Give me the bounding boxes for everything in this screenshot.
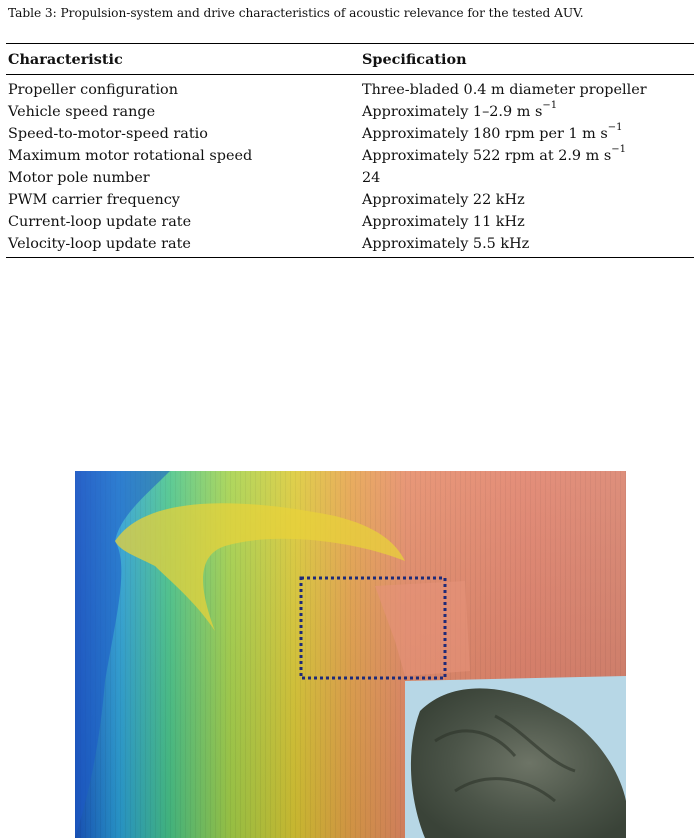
specification-cell	[360, 145, 694, 167]
specification-text: Approximately 22 kHz	[362, 192, 525, 208]
specification-cell	[360, 189, 694, 211]
table-row	[6, 167, 694, 189]
specification-text: Approximately 5.5 kHz	[362, 236, 530, 252]
specification-cell	[360, 211, 694, 233]
specification-cell	[360, 123, 694, 145]
characteristic-cell: Motor pole number	[8, 170, 150, 186]
specification-cell	[360, 233, 694, 258]
bathymetry-map-figure	[75, 471, 626, 838]
table-row	[6, 189, 694, 211]
bathymetry-map	[75, 471, 626, 838]
table-row	[6, 123, 694, 145]
table-header-row	[6, 44, 694, 75]
specification-cell	[360, 167, 694, 189]
table-row	[6, 233, 694, 258]
characteristic-cell: Velocity-loop update rate	[6, 233, 360, 258]
specification-text: Approximately 522 rpm at 2.9 m s	[362, 148, 612, 164]
unit-exponent: −1	[607, 122, 623, 134]
characteristic-cell: Current-loop update rate	[8, 214, 192, 230]
specifications-table	[6, 43, 694, 258]
specification-text: Approximately 1–2.9 m s	[362, 104, 543, 120]
unit-exponent: −1	[611, 144, 627, 156]
specification-cell	[360, 101, 694, 123]
characteristic-cell: Speed-to-motor-speed ratio	[8, 126, 208, 142]
specification-text: 24	[362, 170, 381, 186]
specification-text: Approximately 11 kHz	[362, 214, 525, 230]
characteristic-cell: PWM carrier frequency	[8, 192, 180, 208]
table-body	[6, 75, 694, 258]
specification-cell	[360, 75, 694, 102]
table-row	[6, 145, 694, 167]
unit-exponent: −1	[542, 100, 558, 112]
column-header-specification: Specification	[360, 44, 694, 75]
table-row	[6, 211, 694, 233]
table-caption: Table 3: Propulsion-system and drive characteristics of acoustic relevance for the tested AUV.	[8, 6, 584, 20]
specification-text: Approximately 180 rpm per 1 m s	[362, 126, 608, 142]
table-row	[6, 75, 694, 102]
table-row	[6, 101, 694, 123]
characteristic-cell: Vehicle speed range	[8, 104, 156, 120]
characteristic-cell: Maximum motor rotational speed	[8, 148, 253, 164]
column-header-characteristic: Characteristic	[6, 44, 360, 75]
specification-text: Three-bladed 0.4 m diameter propeller	[362, 82, 647, 98]
characteristic-cell: Propeller configuration	[8, 82, 178, 98]
